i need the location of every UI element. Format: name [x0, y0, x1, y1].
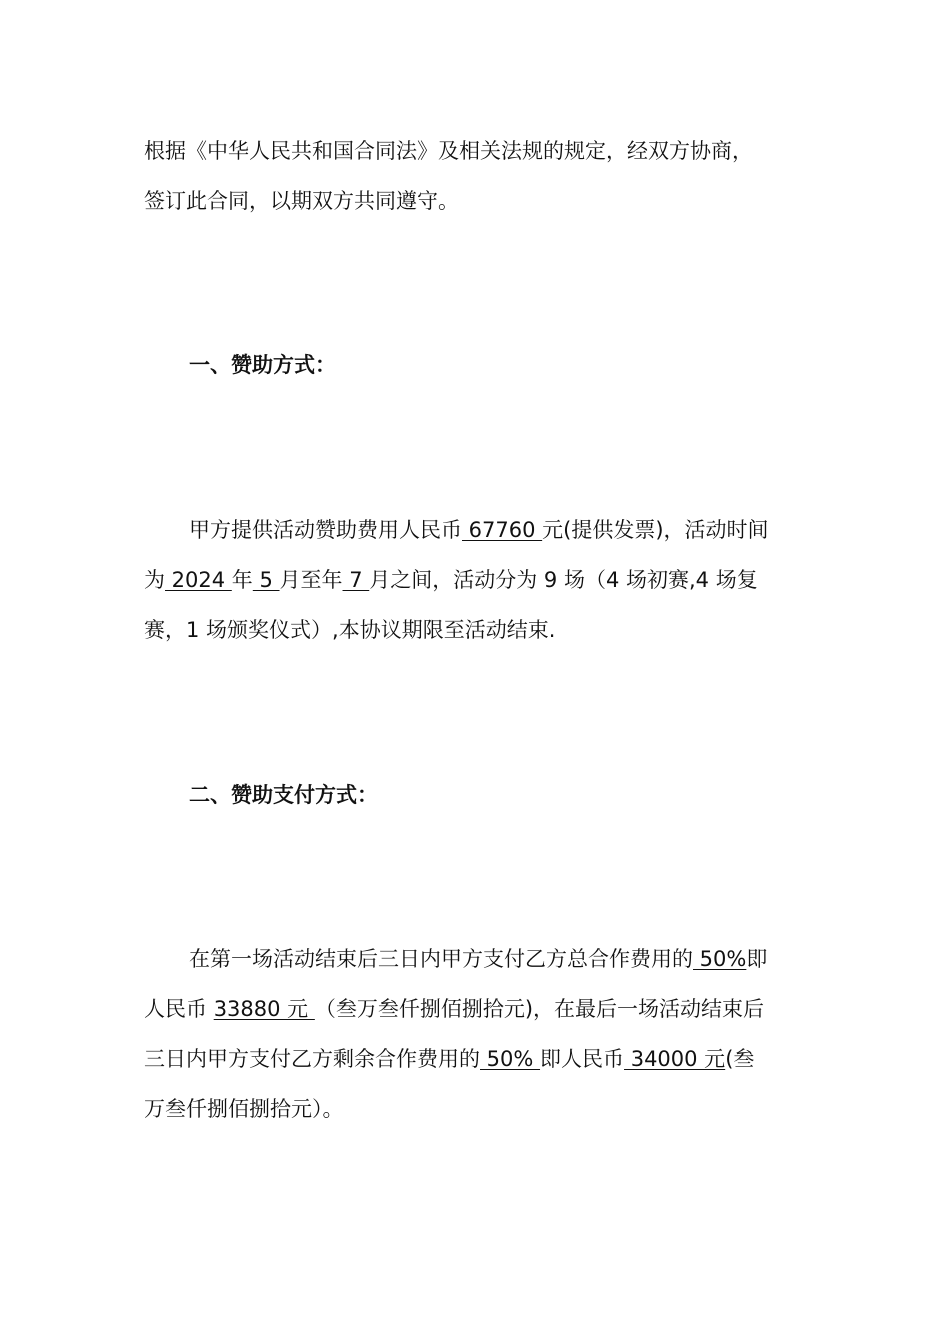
- text: 元(提供发票)，活动时间: [542, 518, 769, 542]
- text: 月之间，活动分为 9 场（4 场初赛,4 场复: [369, 568, 758, 592]
- section-2-line-2: [144, 994, 764, 1024]
- text: 即人民币: [540, 1047, 625, 1071]
- section-2-heading: 二、赞助支付方式：: [189, 783, 378, 807]
- section-1-line-3: 赛，1 场颁奖仪式）,本协议期限至活动结束.: [144, 618, 556, 642]
- section-1-line-1: [189, 515, 769, 545]
- first-payment-amount: 33880 元: [213, 997, 315, 1021]
- sponsorship-amount: 67760: [462, 518, 543, 542]
- text: 年: [231, 568, 253, 592]
- second-payment-percent: 50%: [480, 1047, 541, 1071]
- text: 人民币: [144, 997, 214, 1021]
- end-month: 7: [342, 568, 370, 592]
- text: 为: [144, 568, 165, 592]
- second-payment-amount: 34000 元: [624, 1047, 726, 1071]
- text: （叁万叁仟捌佰捌拾元)，在最后一场活动结束后: [314, 997, 765, 1021]
- intro-line-2: 签订此合同，以期双方共同遵守。: [144, 189, 459, 213]
- section-1-heading: 一、赞助方式：: [189, 353, 336, 377]
- section-2-line-4: 万叁仟捌佰捌拾元）。: [144, 1097, 344, 1121]
- first-payment-percent: 50%: [693, 947, 747, 971]
- section-2-line-3: [144, 1044, 754, 1074]
- section-2-line-1: [189, 944, 767, 974]
- intro-line-1: 根据《中华人民共和国合同法》及相关法规的规定，经双方协商，: [144, 139, 753, 163]
- start-month: 5: [252, 568, 280, 592]
- text: 甲方提供活动赞助费用人民币: [189, 518, 462, 542]
- text: 即: [746, 947, 768, 971]
- text: 三日内甲方支付乙方剩余合作费用的: [144, 1047, 480, 1071]
- text: 在第一场活动结束后三日内甲方支付乙方总合作费用的: [189, 947, 693, 971]
- section-1-line-2: [144, 565, 758, 595]
- text: 月至年: [279, 568, 343, 592]
- text: (叁: [725, 1047, 755, 1071]
- start-year: 2024: [165, 568, 232, 592]
